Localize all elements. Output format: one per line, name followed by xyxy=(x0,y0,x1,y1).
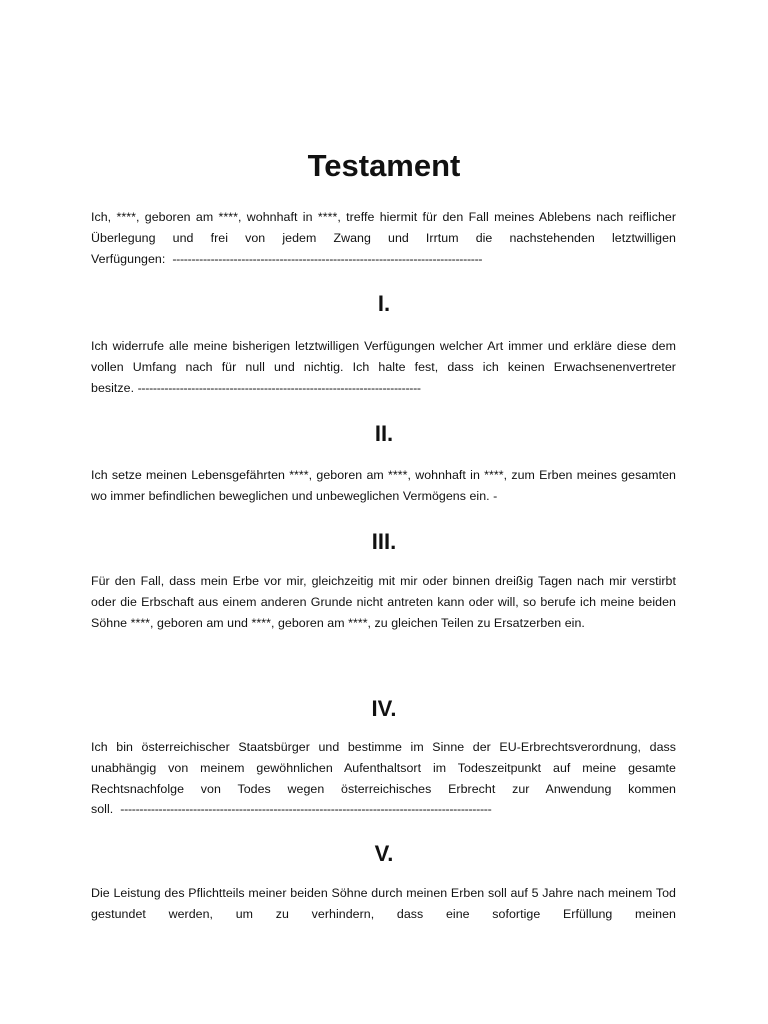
section-heading-4: IV. xyxy=(371,696,397,721)
intro-paragraph xyxy=(91,207,676,269)
section-text-3: Für den Fall, dass mein Erbe vor mir, gleichzeitig mit mir oder binnen dreißig Tagen nach mir verstirbt oder die Erbschaft aus einem anderen Grunde nicht antreten kann oder will, so berufe ich meine beiden Söhne ****, geboren am und ****, geboren am ****, zu gleichen Teilen zu Ersatzerben ein. xyxy=(91,574,676,630)
section-paragraph-3 xyxy=(91,571,676,633)
section-paragraph-5 xyxy=(91,883,676,925)
section-paragraph-1 xyxy=(91,336,676,398)
section-heading-5: V. xyxy=(374,841,394,866)
section-dashes-1: -------------------------------------------------------------------------- xyxy=(137,380,421,395)
intro-dashes: --------------------------------------------------------------------------------- xyxy=(172,251,483,266)
section-text-1: Ich widerrufe alle meine bisherigen letztwilligen Verfügungen welcher Art immer und erkläre diese dem vollen Umfang nach für null und nichtig. Ich halte fest, dass ich keinen Erwachsenenvertreter besitze. xyxy=(91,339,676,395)
section-dashes-2: - xyxy=(493,488,497,503)
section-heading-2: II. xyxy=(374,421,394,446)
section-heading-1: I. xyxy=(377,291,391,316)
section-heading-3: III. xyxy=(371,529,397,554)
section-paragraph-4 xyxy=(91,737,676,820)
section-text-5: Die Leistung des Pflichtteils meiner beiden Söhne durch meinen Erben soll auf 5 Jahre nach meinem Tod gestundet werden, um zu verhindern, dass eine sofortige Erfüllung meinen xyxy=(91,886,676,921)
intro-text: Ich, ****, geboren am ****, wohnhaft in ****, treffe hiermit für den Fall meines Ablebens nach reiflicher Überlegung und frei von jedem Zwang und Irrtum die nachstehenden letztwilligen Verfügungen: xyxy=(91,210,676,266)
section-text-2: Ich setze meinen Lebensgefährten ****, geboren am ****, wohnhaft in ****, zum Erben meines gesamten wo immer befindlichen beweglichen und unbeweglichen Vermögens ein. xyxy=(91,468,676,503)
document-title: Testament xyxy=(307,148,461,183)
section-text-4: Ich bin österreichischer Staatsbürger und bestimme im Sinne der EU-Erbrechtsverordnung, dass unabhängig von meinem gewöhnlichen Aufenthaltsort im Todeszeitpunkt auf meine gesamte Rechtsnachfolge von Todes wegen österreichisches Erbrecht zur Anwendung kommen soll. xyxy=(91,740,676,817)
section-paragraph-2 xyxy=(91,465,676,507)
section-dashes-4: ------------------------------------------------------------------------------------------------- xyxy=(120,802,492,817)
